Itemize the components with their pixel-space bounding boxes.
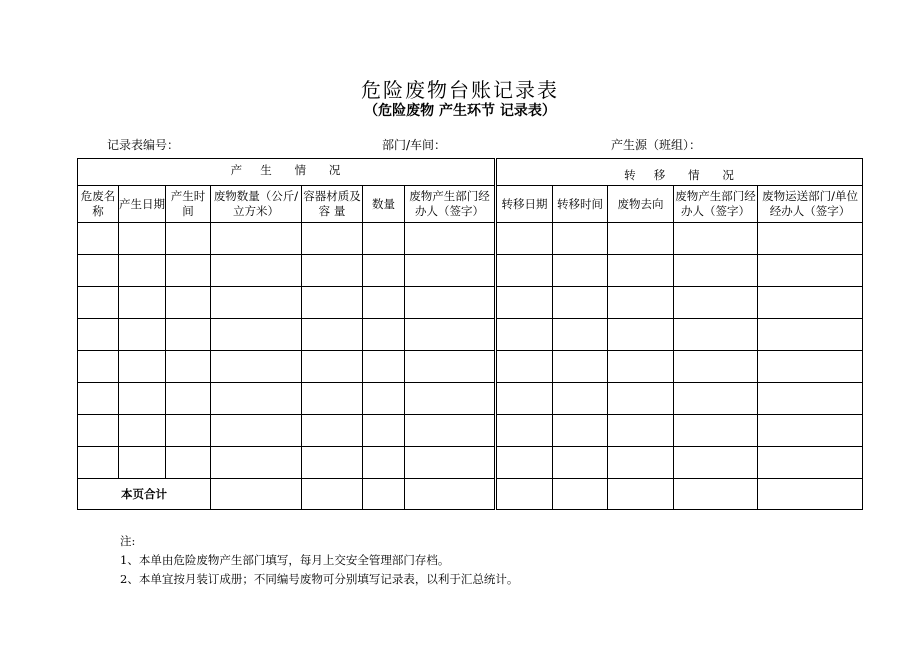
table-cell[interactable] [405, 415, 495, 447]
table-cell[interactable] [674, 287, 758, 319]
table-cell[interactable] [758, 415, 863, 447]
table-row [78, 223, 863, 255]
table-cell[interactable] [497, 287, 553, 319]
page-total-label: 本页合计 [78, 479, 211, 510]
table-cell[interactable] [674, 447, 758, 479]
table-row [78, 383, 863, 415]
table-cell[interactable] [211, 479, 302, 510]
col-count: 数量 [363, 186, 405, 223]
table-cell[interactable] [497, 447, 553, 479]
table-cell[interactable] [78, 287, 119, 319]
table-row [78, 287, 863, 319]
table-cell[interactable] [758, 223, 863, 255]
table-cell[interactable] [553, 479, 608, 510]
table-cell[interactable] [78, 319, 119, 351]
table-cell[interactable] [363, 383, 405, 415]
col-production-time: 产生时间 [166, 186, 211, 223]
table-cell[interactable] [674, 351, 758, 383]
table-cell[interactable] [405, 447, 495, 479]
col-producer-signature: 废物产生部门经办人（签字） [405, 186, 495, 223]
table-cell[interactable] [405, 479, 495, 510]
table-cell[interactable] [497, 383, 553, 415]
table-cell[interactable] [211, 447, 302, 479]
note-item: 1、本单由危险废物产生部门填写，每月上交安全管理部门存档。 [120, 553, 450, 567]
table-cell[interactable] [405, 287, 495, 319]
table-cell[interactable] [497, 223, 553, 255]
table-cell[interactable] [674, 415, 758, 447]
table-row [78, 319, 863, 351]
table-cell[interactable] [553, 351, 608, 383]
table-cell[interactable] [211, 255, 302, 287]
table-cell[interactable] [166, 383, 211, 415]
source-label: 产生源（班组）： [611, 138, 702, 152]
table-cell[interactable] [497, 255, 553, 287]
total-row [78, 479, 863, 510]
table-cell[interactable] [405, 319, 495, 351]
table-cell[interactable] [211, 319, 302, 351]
table-row [78, 255, 863, 287]
table-cell[interactable] [119, 255, 166, 287]
table-cell[interactable] [674, 255, 758, 287]
table-cell[interactable] [302, 319, 363, 351]
table-cell[interactable] [363, 319, 405, 351]
table-cell[interactable] [166, 415, 211, 447]
table-cell[interactable] [758, 255, 863, 287]
table-cell[interactable] [608, 255, 674, 287]
table-cell[interactable] [119, 287, 166, 319]
table-cell[interactable] [211, 383, 302, 415]
table-cell[interactable] [405, 351, 495, 383]
table-cell[interactable] [363, 287, 405, 319]
table-cell[interactable] [497, 351, 553, 383]
table-cell[interactable] [363, 447, 405, 479]
table-cell[interactable] [608, 287, 674, 319]
table-cell[interactable] [302, 447, 363, 479]
table-cell[interactable] [166, 287, 211, 319]
department-label: 部门/车间： [382, 138, 447, 152]
col-transfer-time: 转移时间 [553, 186, 608, 223]
table-cell[interactable] [608, 447, 674, 479]
table-cell[interactable] [119, 351, 166, 383]
table-cell[interactable] [758, 447, 863, 479]
table-cell[interactable] [302, 415, 363, 447]
table-cell[interactable] [78, 351, 119, 383]
table-cell[interactable] [758, 383, 863, 415]
table-cell[interactable] [608, 223, 674, 255]
table-cell[interactable] [78, 223, 119, 255]
table-cell[interactable] [302, 351, 363, 383]
section-transfer: 转 移 情 况 [497, 159, 863, 186]
table-cell[interactable] [674, 383, 758, 415]
table-cell[interactable] [166, 351, 211, 383]
table-cell[interactable] [553, 383, 608, 415]
table-cell[interactable] [302, 287, 363, 319]
section-production: 产 生 情 况 [78, 159, 495, 186]
record-number-label: 记录表编号： [107, 138, 180, 152]
col-waste-quantity: 废物数量（公斤/立方米） [211, 186, 302, 223]
col-carrier-signature: 废物运送部门/单位经办人（签字） [758, 186, 863, 223]
table-cell[interactable] [608, 479, 674, 510]
table-cell[interactable] [302, 223, 363, 255]
col-destination: 废物去向 [608, 186, 674, 223]
table-cell[interactable] [553, 255, 608, 287]
table-cell[interactable] [405, 223, 495, 255]
table-cell[interactable] [553, 287, 608, 319]
table-cell[interactable] [405, 255, 495, 287]
table-cell[interactable] [758, 479, 863, 510]
table-cell[interactable] [211, 287, 302, 319]
table-cell[interactable] [674, 479, 758, 510]
table-cell[interactable] [302, 383, 363, 415]
table-cell[interactable] [608, 319, 674, 351]
table-cell[interactable] [497, 415, 553, 447]
table-cell[interactable] [497, 479, 553, 510]
table-cell[interactable] [166, 447, 211, 479]
table-cell[interactable] [553, 415, 608, 447]
table-cell[interactable] [553, 223, 608, 255]
table-cell[interactable] [166, 319, 211, 351]
note-item: 2、本单宜按月装订成册；不同编号废物可分别填写记录表，以利于汇总统计。 [120, 572, 519, 586]
column-header-row [78, 186, 863, 223]
table-cell[interactable] [497, 319, 553, 351]
table-cell[interactable] [363, 351, 405, 383]
table-cell[interactable] [119, 319, 166, 351]
table-cell[interactable] [363, 223, 405, 255]
table-cell[interactable] [608, 383, 674, 415]
table-row [78, 447, 863, 479]
table-row [78, 415, 863, 447]
table-cell[interactable] [78, 255, 119, 287]
section-header-row [78, 159, 863, 186]
col-container: 容器材质及容 量 [302, 186, 363, 223]
ledger-table [77, 158, 863, 510]
notes-heading: 注: [120, 534, 136, 548]
table-cell[interactable] [119, 415, 166, 447]
table-cell[interactable] [211, 415, 302, 447]
table-cell[interactable] [608, 415, 674, 447]
table-cell[interactable] [211, 351, 302, 383]
table-cell[interactable] [211, 223, 302, 255]
table-cell[interactable] [78, 447, 119, 479]
table-cell[interactable] [758, 287, 863, 319]
page-subtitle: （危险废物 产生环节 记录表） [364, 103, 556, 119]
table-cell[interactable] [119, 383, 166, 415]
table-cell[interactable] [674, 223, 758, 255]
col-transfer-date: 转移日期 [497, 186, 553, 223]
table-cell[interactable] [363, 415, 405, 447]
page-title: 危险废物台账记录表 [361, 78, 559, 102]
table-cell[interactable] [78, 383, 119, 415]
table-cell[interactable] [553, 319, 608, 351]
table-cell[interactable] [166, 255, 211, 287]
table-cell[interactable] [166, 223, 211, 255]
table-cell[interactable] [758, 351, 863, 383]
table-row [78, 351, 863, 383]
col-production-date: 产生日期 [119, 186, 166, 223]
notes [120, 532, 518, 589]
table-cell[interactable] [363, 255, 405, 287]
table-cell[interactable] [758, 319, 863, 351]
table-cell[interactable] [553, 447, 608, 479]
table-cell[interactable] [674, 319, 758, 351]
table-cell[interactable] [119, 223, 166, 255]
table-cell[interactable] [608, 351, 674, 383]
col-producer-dept-signature: 废物产生部门经办人（签字） [674, 186, 758, 223]
table-cell[interactable] [405, 383, 495, 415]
table-cell[interactable] [119, 447, 166, 479]
table-cell[interactable] [302, 255, 363, 287]
table-cell[interactable] [302, 479, 363, 510]
col-waste-name: 危废名称 [78, 186, 119, 223]
table-cell[interactable] [78, 415, 119, 447]
table-cell[interactable] [363, 479, 405, 510]
